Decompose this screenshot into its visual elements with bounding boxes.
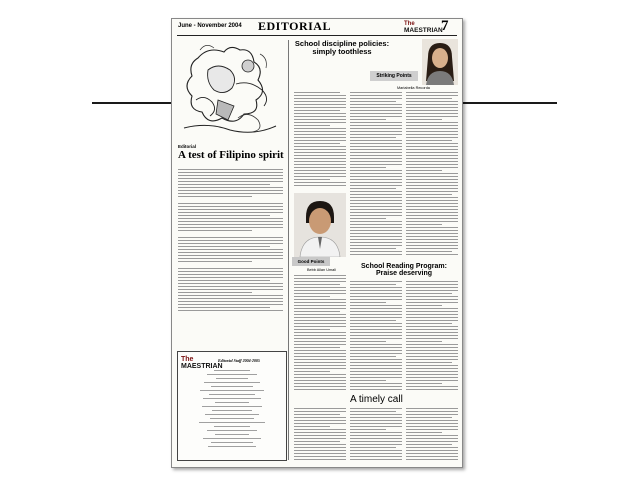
masthead-prefix: The bbox=[404, 21, 415, 27]
timely-call-headline: A timely call bbox=[350, 394, 403, 405]
reading-body-col2 bbox=[350, 281, 402, 393]
columnist-photo-2 bbox=[294, 193, 346, 257]
header-rule bbox=[177, 35, 457, 36]
discipline-body-col2 bbox=[350, 92, 402, 260]
discipline-column-label: Striking Points bbox=[370, 71, 418, 81]
editorial-kicker: Editorial bbox=[178, 144, 197, 149]
page-number: 7 bbox=[441, 18, 449, 34]
column-divider bbox=[288, 40, 289, 460]
editorial-cartoon-image bbox=[178, 40, 282, 140]
slide-rule-right bbox=[459, 102, 557, 104]
filipino-spirit-headline: A test of Filipino spirit bbox=[178, 149, 284, 161]
columnist-photo bbox=[422, 39, 458, 85]
timely-body-col1 bbox=[294, 408, 346, 462]
reading-byline: Bebb Allan Umali bbox=[307, 268, 336, 272]
staff-masthead-prefix: The bbox=[181, 356, 194, 363]
staff-masthead bbox=[181, 356, 223, 370]
issue-date: June - November 2004 bbox=[178, 23, 242, 29]
masthead bbox=[404, 21, 443, 34]
reading-column-label: Good Points bbox=[292, 257, 330, 266]
staff-list bbox=[186, 370, 278, 450]
slide-rule-left bbox=[92, 102, 172, 104]
filipino-spirit-body bbox=[178, 169, 283, 345]
reading-body-col1 bbox=[294, 275, 346, 393]
section-title: EDITORIAL bbox=[258, 19, 331, 33]
staff-box-title: Editorial Staff 2004-2005 bbox=[218, 358, 260, 363]
reading-body-col3 bbox=[406, 281, 458, 393]
editorial-staff-box bbox=[177, 351, 287, 461]
timely-body-col2 bbox=[350, 408, 402, 462]
newspaper-page bbox=[171, 18, 463, 468]
discipline-body-col3 bbox=[406, 92, 458, 260]
discipline-headline: School discipline policies: simply toothless bbox=[294, 39, 390, 56]
staff-masthead-name: MAESTRIAN bbox=[181, 363, 223, 370]
reading-headline: School Reading Program: Praise deserving bbox=[361, 263, 447, 278]
discipline-byline: Mariabella Recorda bbox=[397, 86, 430, 90]
discipline-body-col1 bbox=[294, 92, 346, 190]
masthead-name: MAESTRIAN bbox=[404, 27, 443, 34]
timely-body-col3 bbox=[406, 408, 458, 462]
